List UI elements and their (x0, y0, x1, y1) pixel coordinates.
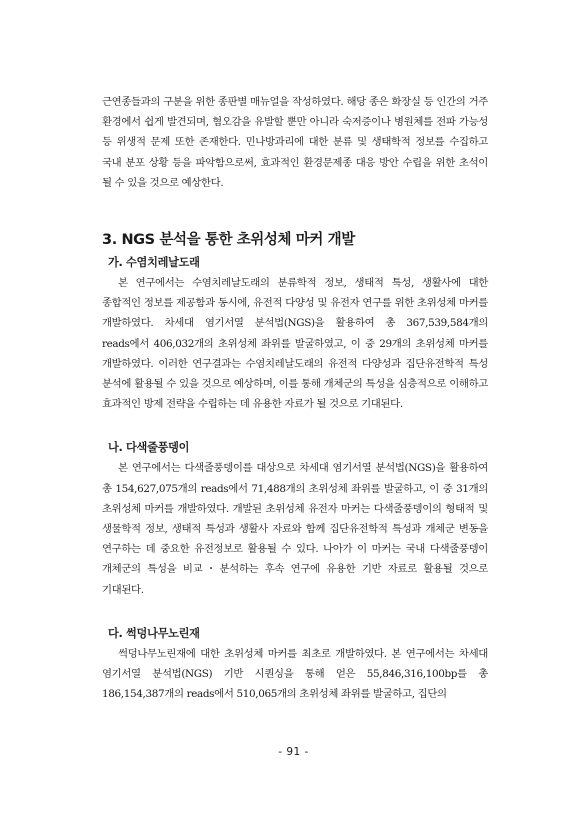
subsection-body-1: 본 연구에서는 수염치레날도래의 분류학적 정보, 생태적 특성, 생활사에 대한 종합적인 정보를 제공함과 동시에, 유전적 다양성 및 유전자 연구를 위한 초위성체 마커를 개발하였다. 차세대 염기서열 분석법(NGS)을 활용하여 총 367,539,584개의 reads에서 406,032개의 초위성체 좌위를 발굴하였고, 이 중 29개의 초위성체 마커를 개발하였다. 이러한 연구결과는 수염치레날도래의 유전적 다양성과 집단유전학적 특성 분석에 활용될 수 있을 것으로 예상하며, 이를 통해 개체군의 특성을 심층적으로 이해하고 효과적인 방제 전략을 수립하는 데 유용한 자료가 될 것으로 기대된다. (102, 277, 488, 411)
intro-paragraph: 근연종들과의 구분을 위한 종판별 매뉴얼을 작성하였다. 해당 종은 화장실 등 인간의 거주 환경에서 쉽게 발견되며, 혐오감을 유발할 뿐만 아니라 숙저증이나 병원체를 전파 가능성 등 위생적 문제 또한 존재한다. 민나방과리에 대한 분류 및 생태학적 정보를 수집하고 국내 분포 상황 등을 파악함으로써, 효과적인 환경문제종 대응 방안 수립을 위한 초석이 될 수 있을 것으로 예상한다. (102, 96, 488, 189)
section-title: 3. NGS 분석을 통한 초위성체 마커 개발 (102, 232, 355, 249)
page-content (102, 92, 488, 704)
subsection-heading-2: 나. 다색줄풍뎅이 (108, 441, 190, 455)
subsection-body-3: 썩덩나무노린재에 대한 초위성체 마커를 최초로 개발하였다. 본 연구에서는 차세대 염기서열 분석법(NGS) 기반 시퀀싱을 통해 얻은 55,846,316,100bp를 총 186,154,387개의 reads에서 510,065개의 초위성체 좌위를 발굴하고, 집단의 (102, 647, 488, 701)
page-number: - 91 - (278, 746, 309, 758)
subsection-body-2: 본 연구에서는 다색줄풍뎅이를 대상으로 차세대 염기서열 분석법(NGS)을 활용하여 총 154,627,075개의 reads에서 71,488개의 초위성체 좌위를 발굴하고, 이 중 31개의 초위성체 마커를 개발하였다. 개발된 초위성체 유전자 마커는 다색줄풍뎅이의 형태적 및 생물학적 정보, 생태적 특성과 생활사 자료와 함께 집단유전학적 특성과 개체군 변동을 연구하는 데 중요한 유전정보로 활용될 수 있다. 나아가 이 마커는 국내 다색줄풍뎅이 개체군의 특성을 비교・분석하는 후속 연구에 유용한 기반 자료로 활용될 것으로 기대된다. (102, 462, 488, 596)
subsection-heading-1: 가. 수염치레날도래 (108, 256, 200, 270)
subsection-heading-3: 다. 썩덩나무노린재 (108, 626, 200, 640)
